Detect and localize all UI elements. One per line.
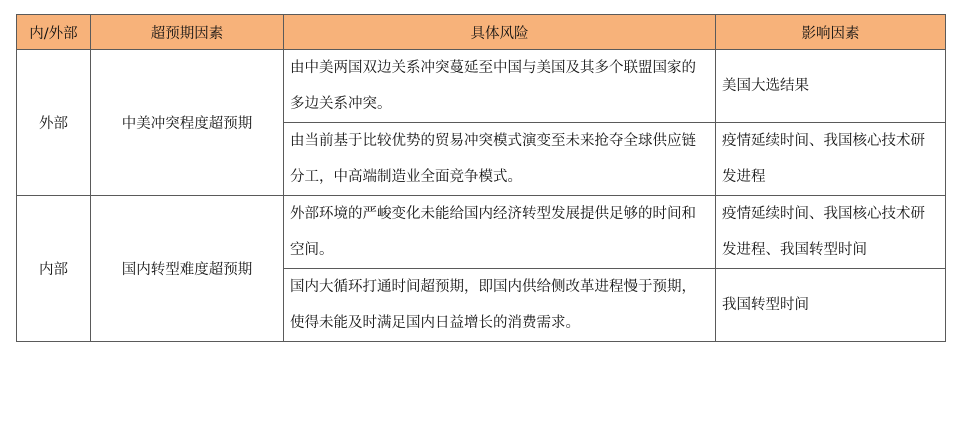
header-factor: 超预期因素	[91, 15, 284, 50]
risk-cell: 由中美两国双边关系冲突蔓延至中国与美国及其多个联盟国家的多边关系冲突。	[284, 50, 716, 123]
header-row	[17, 15, 946, 50]
side-internal: 内部	[17, 196, 91, 342]
table-row	[17, 50, 946, 123]
factor-external: 中美冲突程度超预期	[91, 50, 284, 196]
factor-internal: 国内转型难度超预期	[91, 196, 284, 342]
influence-cell: 我国转型时间	[716, 269, 946, 342]
header-side: 内/外部	[17, 15, 91, 50]
risk-cell: 由当前基于比较优势的贸易冲突模式演变至未来抢夺全球供应链分工，中高端制造业全面竞争模式。	[284, 123, 716, 196]
risk-table	[16, 14, 946, 342]
influence-cell: 疫情延续时间、我国核心技术研发进程、我国转型时间	[716, 196, 946, 269]
side-external: 外部	[17, 50, 91, 196]
risk-cell: 外部环境的严峻变化未能给国内经济转型发展提供足够的时间和空间。	[284, 196, 716, 269]
risk-cell: 国内大循环打通时间超预期，即国内供给侧改革进程慢于预期，使得未能及时满足国内日益增长的消费需求。	[284, 269, 716, 342]
influence-cell: 疫情延续时间、我国核心技术研发进程	[716, 123, 946, 196]
header-risk: 具体风险	[284, 15, 716, 50]
table-row	[17, 196, 946, 269]
header-influence: 影响因素	[716, 15, 946, 50]
influence-cell: 美国大选结果	[716, 50, 946, 123]
